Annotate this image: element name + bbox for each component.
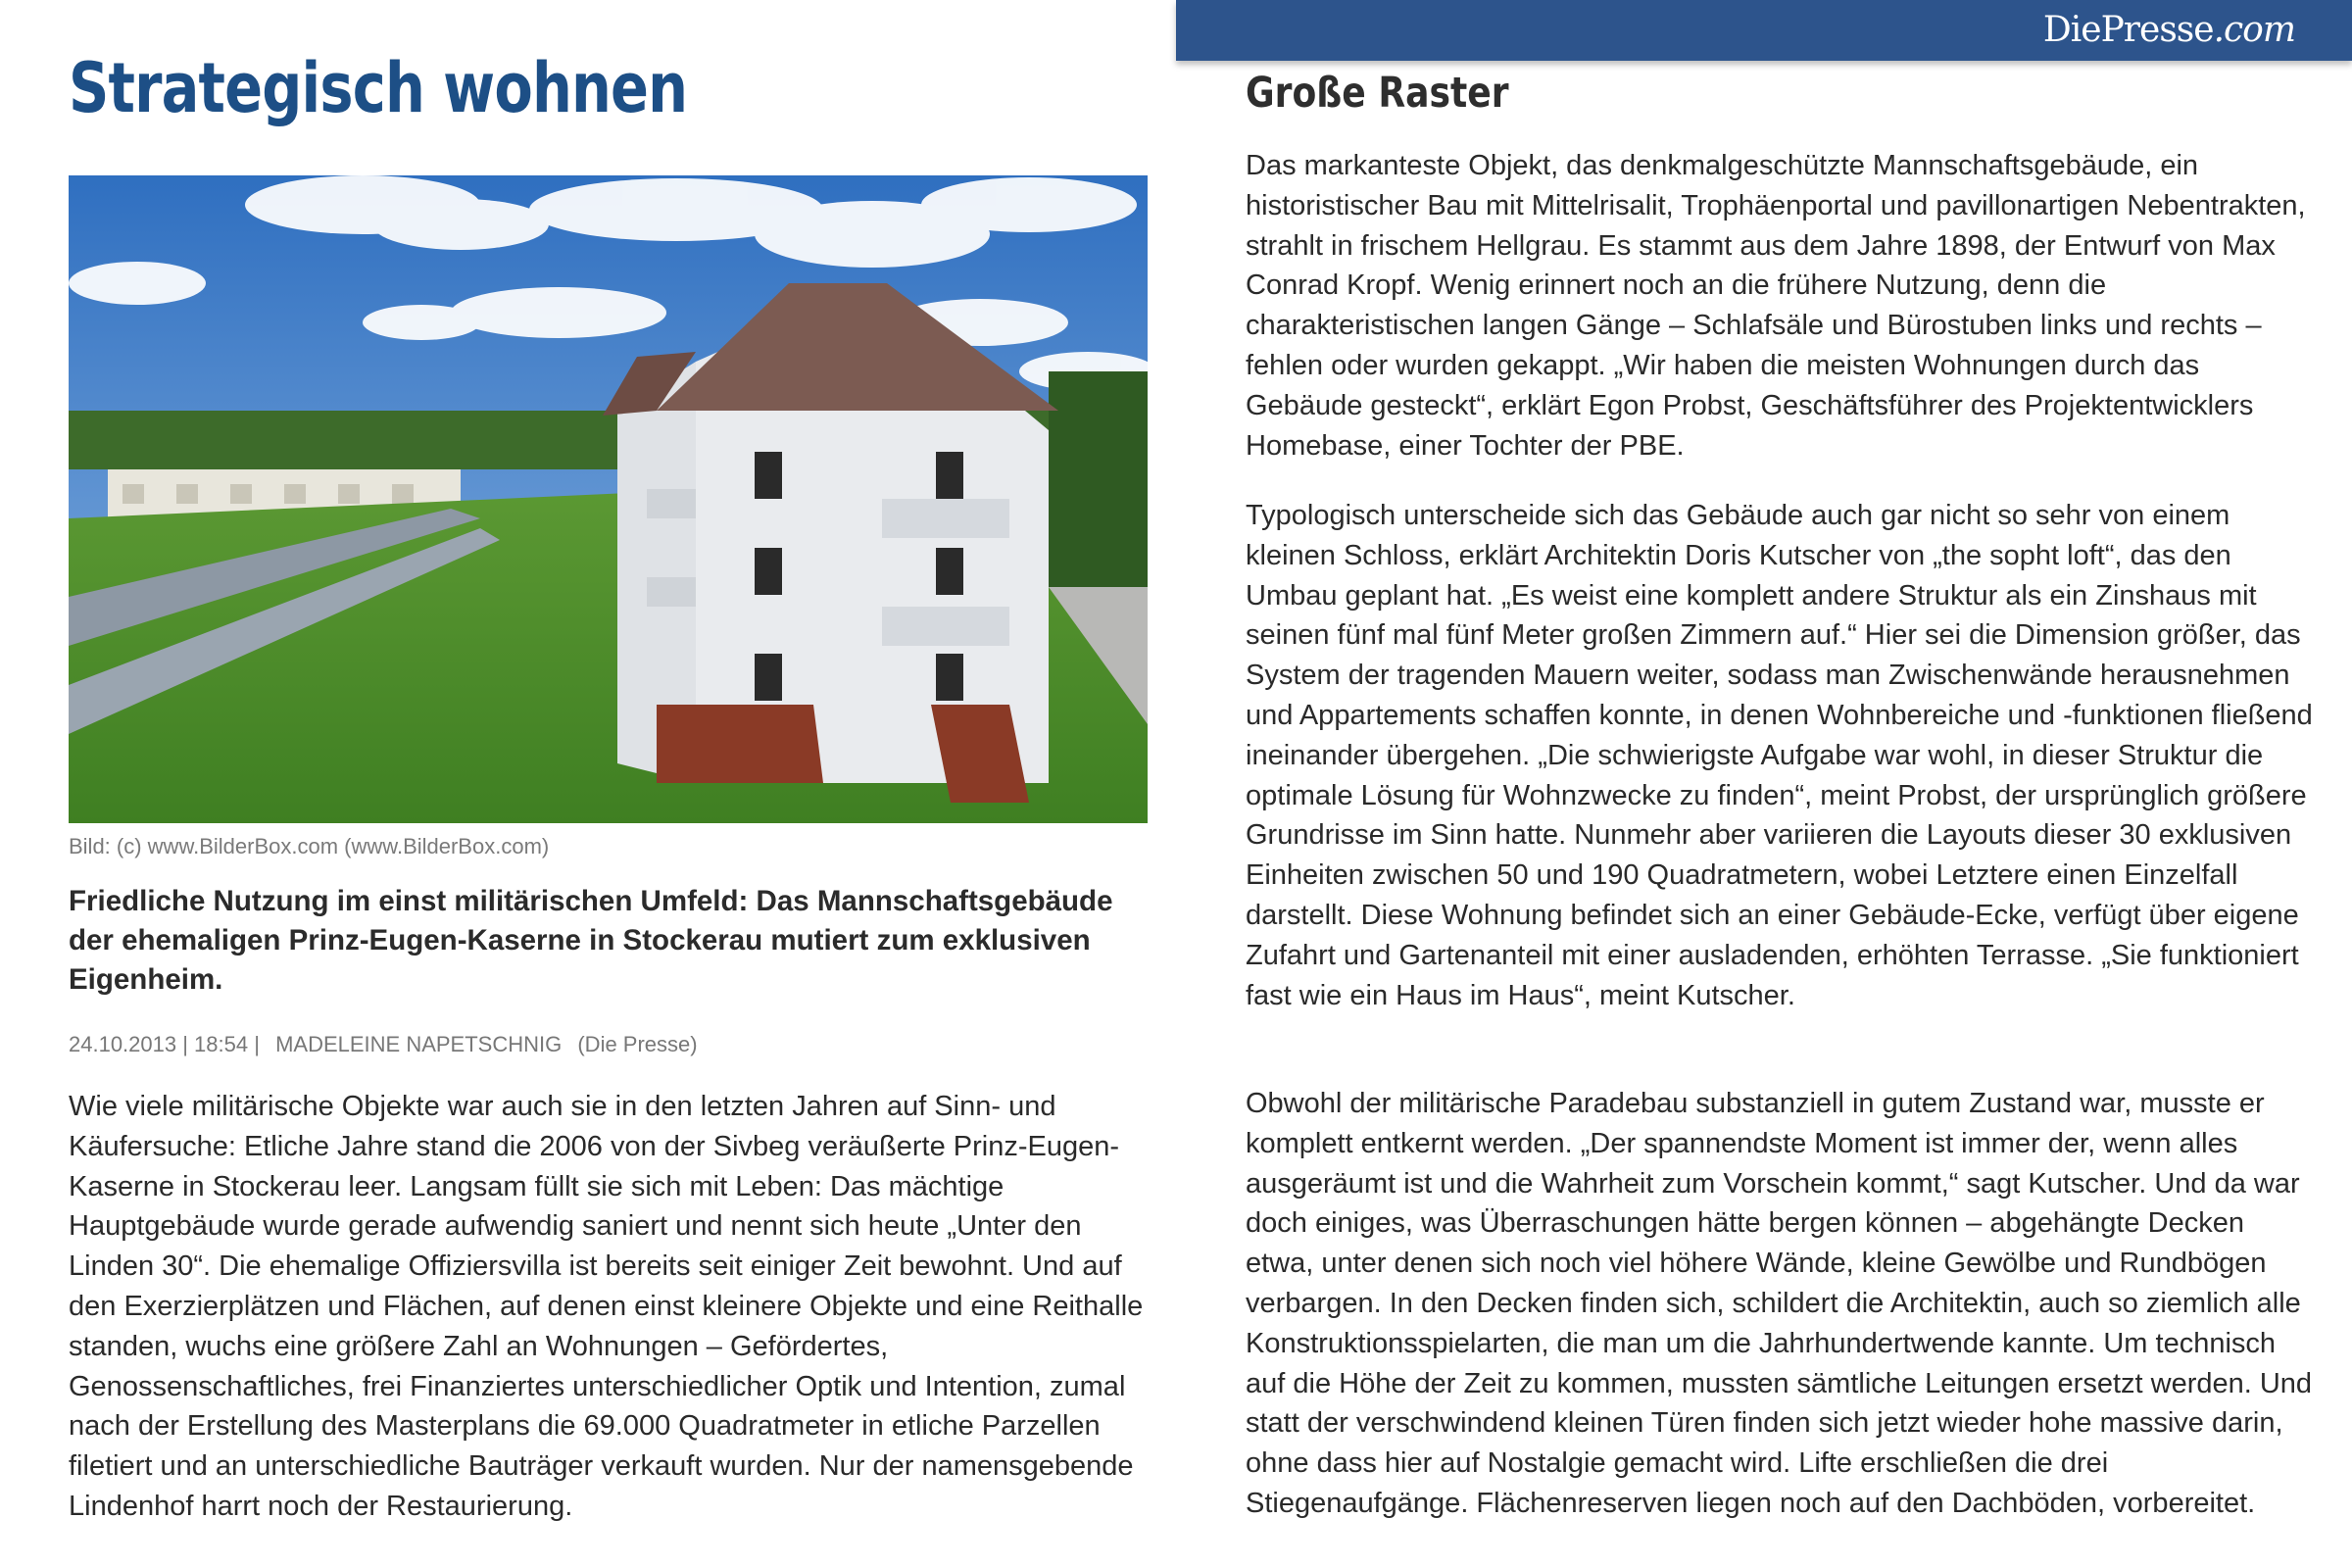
- article-author: MADELEINE NAPETSCHNIG: [275, 1032, 563, 1056]
- article-headline: Strategisch wohnen: [69, 48, 688, 128]
- article-photo: [69, 175, 1148, 823]
- body-paragraph-3: Obwohl der militärische Paradebau substanziell in gutem Zustand war, musste er komplett entkernt werden. „Der spannendste Moment ist immer der, wenn alles ausgeräumt ist und die Wahrheit zum Vorschein kommt,“ sagt Kutscher. Und da war doch einiges, was Überraschungen hätte bergen können – abgehängte Decken etwa, unter denen sich noch viel höhere Wände, kleine Gewölbe und Rundbögen verbargen. In den Decken finden sich, schildert die Architektin, auch so ziemlich alle Konstruktionsspielarten, die man um die Jahrhundertwende kannte. Um technisch auf die Höhe der Zeit zu kommen, mussten sämtliche Leitungen ersetzt werden. Und statt der verschwindend kleinen Türen finden sich jetzt wieder hohe massive darin, ohne dass hier auf Nostalgie gemacht wird. Lifte erschließen die drei Stiegenaufgänge. Flächenreserven liegen noch auf den Dachböden, vorbereitet.: [1246, 1088, 2313, 1519]
- article-lead: Friedliche Nutzung im einst militärischen Umfeld: Das Mannschaftsgebäude der ehemaligen Prinz-Eugen-Kaserne in Stockerau mutiert zum exklusiven Eigenheim.: [69, 885, 1113, 996]
- section-subhead: Große Raster: [1246, 69, 1509, 118]
- article-source: (Die Presse): [577, 1032, 698, 1056]
- article-date: 24.10.2013 | 18:54 |: [69, 1032, 260, 1056]
- article-right-column: [1246, 0, 2319, 1568]
- logo-suffix: .com: [2213, 10, 2295, 50]
- body-paragraph-1: Das markanteste Objekt, das denkmalgeschützte Mannschaftsgebäude, ein historistischer Bau mit Mittelrisalit, Trophäenportal und pavillonartigen Nebentrakten, strahlt in frischem Hellgrau. Es stammt aus dem Jahre 1898, der Entwurf von Max Conrad Kropf. Wenig erinnert noch an die frühere Nutzung, denn die charakteristischen langen Gänge – Schlafsäle und Bürostuben links und rechts – fehlen oder wurden gekappt. „Wir haben die meisten Wohnungen durch das Gebäude gesteckt“, erklärt Egon Probst, Geschäftsführer des Projektentwicklers Homebase, einer Tochter der PBE.: [1246, 150, 2306, 462]
- logo-main: DiePresse: [2042, 10, 2214, 50]
- article-intro: Wie viele militärische Objekte war auch sie in den letzten Jahren auf Sinn- und Käufersuche: Etliche Jahre stand die 2006 von der Sivbeg veräußerte Prinz-Eugen-Kaserne in Stockerau leer. Langsam füllt sie sich mit Leben: Das mächtige Hauptgebäude wurde gerade aufwendig saniert und nennt sich heute „Unter den Linden 30“. Die ehemalige Offiziersvilla ist bereits seit einiger Zeit bewohnt. Und auf den Exerzierplätzen und Flächen, auf denen einst kleinere Objekte und eine Reithalle standen, wuchs eine größere Zahl an Wohnungen – Gefördertes, Genossenschaftliches, frei Finanziertes unterschiedlicher Optik und Intention, zumal nach der Erstellung des Masterplans die 69.000 Quadratmeter in etliche Parzellen filetiert und an unterschiedliche Bauträger verkauft wurden. Nur der namensgebende Lindenhof harrt noch der Restaurierung.: [69, 1091, 1144, 1522]
- body-paragraph-2: Typologisch unterscheide sich das Gebäude auch gar nicht so sehr von einem kleinen Schloss, erklärt Architektin Doris Kutscher von „the sopht loft“, das den Umbau geplant hat. „Es weist eine komplett andere Struktur als ein Zinshaus mit seinen fünf mal fünf Meter großen Zimmern auf.“ Hier sei die Dimension größer, das System der tragenden Mauern weiter, sodass man Zwischenwände herausnehmen und Appartements schaffen konnte, in denen Wohnbereiche und -funktionen fließend ineinander übergehen. „Die schwierigste Aufgabe war wohl, in dieser Struktur die optimale Lösung für Wohnzwecke zu finden“, meint Probst, der ursprünglich größere Grundrisse im Sinn hatte. Nunmehr aber variieren die Layouts dieser 30 exklusiven Einheiten zwischen 50 und 190 Quadratmetern, wobei Letztere einen Einzelfall darstellt. Diese Wohnung befindet sich an einer Gebäude-Ecke, verfügt über eigene Zufahrt und Gartenanteil mit einer ausladenden, erhöhten Terrasse. „Sie funktioniert fast wie ein Haus im Haus“, meint Kutscher.: [1246, 500, 2313, 1011]
- article-meta: [69, 1032, 708, 1057]
- article-left-column: [69, 0, 1156, 1568]
- photo-caption: Bild: (c) www.BilderBox.com (www.BilderBox.com): [69, 834, 550, 858]
